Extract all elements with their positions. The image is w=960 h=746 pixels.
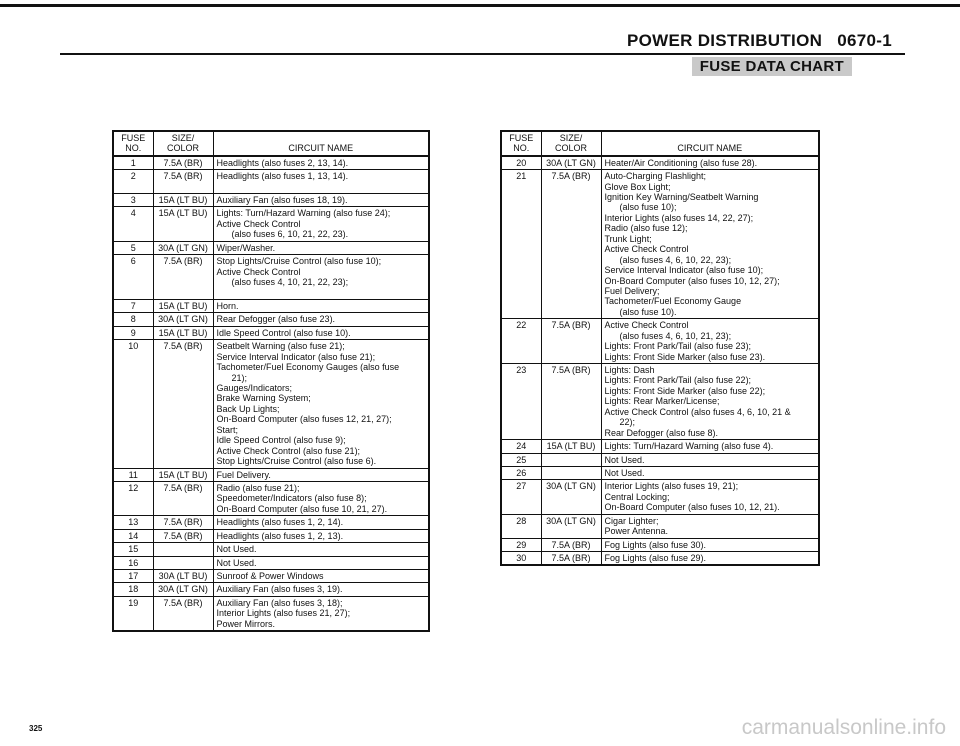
table-row bbox=[113, 207, 429, 241]
circuit-name: Wiper/Washer. bbox=[213, 241, 429, 254]
circuit-name: Idle Speed Control (also fuse 10). bbox=[213, 326, 429, 339]
fuse-number: 30 bbox=[501, 552, 541, 566]
table-row bbox=[113, 529, 429, 542]
table-row bbox=[113, 156, 429, 170]
fuse-size-color: 15A (LT BU) bbox=[153, 468, 213, 481]
table-row bbox=[113, 468, 429, 481]
fuse-size-color: 30A (LT GN) bbox=[153, 313, 213, 326]
fuse-number: 24 bbox=[501, 440, 541, 453]
fuse-size-color: 30A (LT BU) bbox=[153, 570, 213, 583]
fuse-number: 8 bbox=[113, 313, 153, 326]
fuse-number: 14 bbox=[113, 529, 153, 542]
fuse-size-color: 15A (LT BU) bbox=[153, 207, 213, 241]
column-header-fuse-no: FUSE NO. bbox=[113, 131, 153, 156]
fuse-number: 27 bbox=[501, 480, 541, 514]
circuit-name: Headlights (also fuses 1, 2, 13). bbox=[213, 529, 429, 542]
circuit-name: Seatbelt Warning (also fuse 21); Service Interval Indicator (also fuse 21); Tachometer/Fuel Economy Gauges (also fuse 21); Gauges/Indicators; Brake Warning System; Back Up Lights; On-Board Computer (also fuses 12, 21, 27); Start; Idle Speed Control (also fuse 9); Active Check Control (also fuse 21); Stop Lights/Cruise Control (also fuse 6). bbox=[213, 340, 429, 468]
table-header-row bbox=[113, 131, 429, 156]
table-row bbox=[113, 326, 429, 339]
circuit-name: Auxiliary Fan (also fuses 18, 19). bbox=[213, 194, 429, 207]
circuit-name: Radio (also fuse 21); Speedometer/Indicators (also fuse 8); On-Board Computer (also fuse 10, 21, 27). bbox=[213, 481, 429, 515]
table-row bbox=[501, 156, 819, 170]
fuse-size-color: 30A (LT GN) bbox=[541, 156, 601, 170]
fuse-number: 25 bbox=[501, 453, 541, 466]
fuse-table-body-right bbox=[501, 156, 819, 566]
fuse-number: 2 bbox=[113, 170, 153, 194]
fuse-number: 7 bbox=[113, 299, 153, 312]
circuit-name: Lights: Dash Lights: Front Park/Tail (also fuse 22); Lights: Front Side Marker (also fuse 22); Lights: Rear Marker/License; Active Check Control (also fuses 4, 6, 10, 21 & 22); Rear Defogger (also fuse 8). bbox=[601, 364, 819, 440]
table-row bbox=[113, 340, 429, 468]
fuse-number: 17 bbox=[113, 570, 153, 583]
circuit-name: Fuel Delivery. bbox=[213, 468, 429, 481]
table-row bbox=[113, 570, 429, 583]
circuit-name: Not Used. bbox=[213, 556, 429, 569]
fuse-size-color: 15A (LT BU) bbox=[153, 194, 213, 207]
fuse-number: 6 bbox=[113, 255, 153, 300]
table-row bbox=[113, 516, 429, 529]
fuse-table-right bbox=[500, 130, 820, 566]
column-header-circuit-name: CIRCUIT NAME bbox=[601, 131, 819, 156]
page-number: 325 bbox=[29, 724, 43, 733]
table-row bbox=[113, 170, 429, 194]
circuit-name: Headlights (also fuses 2, 13, 14). bbox=[213, 156, 429, 170]
column-header-circuit-name: CIRCUIT NAME bbox=[213, 131, 429, 156]
fuse-size-color bbox=[541, 453, 601, 466]
circuit-name: Stop Lights/Cruise Control (also fuse 10); Active Check Control (also fuses 4, 10, 21, 22, 23); bbox=[213, 255, 429, 300]
table-row bbox=[113, 299, 429, 312]
fuse-size-color: 30A (LT GN) bbox=[541, 514, 601, 538]
circuit-name: Not Used. bbox=[601, 466, 819, 479]
table-row bbox=[501, 170, 819, 319]
table-row bbox=[113, 255, 429, 300]
fuse-number: 21 bbox=[501, 170, 541, 319]
circuit-name: Interior Lights (also fuses 19, 21); Central Locking; On-Board Computer (also fuses 10, 12, 21). bbox=[601, 480, 819, 514]
fuse-size-color: 7.5A (BR) bbox=[541, 170, 601, 319]
table-row bbox=[501, 440, 819, 453]
fuse-number: 22 bbox=[501, 319, 541, 364]
table-row bbox=[501, 480, 819, 514]
fuse-size-color: 7.5A (BR) bbox=[153, 481, 213, 515]
table-row bbox=[501, 453, 819, 466]
circuit-name: Rear Defogger (also fuse 23). bbox=[213, 313, 429, 326]
fuse-size-color bbox=[153, 556, 213, 569]
fuse-size-color: 15A (LT BU) bbox=[153, 299, 213, 312]
table-row bbox=[501, 364, 819, 440]
fuse-size-color: 7.5A (BR) bbox=[153, 596, 213, 631]
fuse-number: 28 bbox=[501, 514, 541, 538]
table-row bbox=[501, 538, 819, 551]
watermark: carmanualsonline.info bbox=[741, 716, 946, 739]
circuit-name: Heater/Air Conditioning (also fuse 28). bbox=[601, 156, 819, 170]
column-header-size-color: SIZE/ COLOR bbox=[541, 131, 601, 156]
fuse-size-color: 7.5A (BR) bbox=[541, 538, 601, 551]
fuse-number: 19 bbox=[113, 596, 153, 631]
fuse-number: 5 bbox=[113, 241, 153, 254]
table-row bbox=[113, 194, 429, 207]
table-row bbox=[113, 481, 429, 515]
table-row bbox=[113, 596, 429, 631]
fuse-size-color: 7.5A (BR) bbox=[153, 516, 213, 529]
table-row bbox=[113, 543, 429, 556]
fuse-number: 20 bbox=[501, 156, 541, 170]
fuse-size-color: 7.5A (BR) bbox=[541, 364, 601, 440]
fuse-number: 3 bbox=[113, 194, 153, 207]
header-rule bbox=[60, 53, 905, 55]
table-row bbox=[501, 466, 819, 479]
section-title: FUSE DATA CHART bbox=[692, 57, 852, 76]
fuse-size-color: 7.5A (BR) bbox=[153, 156, 213, 170]
fuse-number: 13 bbox=[113, 516, 153, 529]
circuit-name: Active Check Control (also fuses 4, 6, 10, 21, 23); Lights: Front Park/Tail (also fuse 23); Lights: Front Side Marker (also fuse 23). bbox=[601, 319, 819, 364]
fuse-table-body-left bbox=[113, 156, 429, 632]
table-row bbox=[113, 313, 429, 326]
fuse-number: 23 bbox=[501, 364, 541, 440]
column-header-size-color: SIZE/ COLOR bbox=[153, 131, 213, 156]
fuse-size-color: 7.5A (BR) bbox=[541, 552, 601, 566]
fuse-number: 18 bbox=[113, 583, 153, 596]
fuse-size-color: 15A (LT BU) bbox=[153, 326, 213, 339]
circuit-name: Fog Lights (also fuse 30). bbox=[601, 538, 819, 551]
column-header-fuse-no: FUSE NO. bbox=[501, 131, 541, 156]
fuse-size-color: 30A (LT GN) bbox=[541, 480, 601, 514]
top-rule bbox=[0, 4, 960, 7]
circuit-name: Sunroof & Power Windows bbox=[213, 570, 429, 583]
page-title: POWER DISTRIBUTION 0670-1 bbox=[626, 31, 892, 50]
fuse-number: 10 bbox=[113, 340, 153, 468]
fuse-size-color: 30A (LT GN) bbox=[153, 241, 213, 254]
table-row bbox=[113, 241, 429, 254]
fuse-size-color bbox=[153, 543, 213, 556]
fuse-number: 12 bbox=[113, 481, 153, 515]
fuse-number: 29 bbox=[501, 538, 541, 551]
fuse-size-color: 7.5A (BR) bbox=[541, 319, 601, 364]
table-row bbox=[501, 319, 819, 364]
table-row bbox=[501, 514, 819, 538]
circuit-name: Auto-Charging Flashlight; Glove Box Light; Ignition Key Warning/Seatbelt Warning (also fuse 10); Interior Lights (also fuses 14, 22, 27); Radio (also fuse 12); Trunk Light; Active Check Control (also fuses 4, 6, 10, 22, 23); Service Interval Indicator (also fuse 10); On-Board Computer (also fuses 10, 12, 27); Fuel Delivery; Tachometer/Fuel Economy Gauge (also fuse 10). bbox=[601, 170, 819, 319]
fuse-number: 9 bbox=[113, 326, 153, 339]
fuse-number: 11 bbox=[113, 468, 153, 481]
circuit-name: Not Used. bbox=[601, 453, 819, 466]
fuse-table-left bbox=[112, 130, 430, 632]
fuse-number: 1 bbox=[113, 156, 153, 170]
circuit-name: Headlights (also fuses 1, 13, 14). bbox=[213, 170, 429, 194]
fuse-size-color bbox=[541, 466, 601, 479]
fuse-number: 15 bbox=[113, 543, 153, 556]
fuse-size-color: 7.5A (BR) bbox=[153, 170, 213, 194]
table-header-row bbox=[501, 131, 819, 156]
circuit-name: Not Used. bbox=[213, 543, 429, 556]
circuit-name: Lights: Turn/Hazard Warning (also fuse 4). bbox=[601, 440, 819, 453]
circuit-name: Fog Lights (also fuse 29). bbox=[601, 552, 819, 566]
fuse-size-color: 30A (LT GN) bbox=[153, 583, 213, 596]
fuse-size-color: 7.5A (BR) bbox=[153, 255, 213, 300]
circuit-name: Auxiliary Fan (also fuses 3, 18); Interior Lights (also fuses 21, 27); Power Mirrors. bbox=[213, 596, 429, 631]
circuit-name: Horn. bbox=[213, 299, 429, 312]
table-row bbox=[113, 583, 429, 596]
table-row bbox=[113, 556, 429, 569]
fuse-number: 16 bbox=[113, 556, 153, 569]
table-row bbox=[501, 552, 819, 566]
fuse-size-color: 7.5A (BR) bbox=[153, 529, 213, 542]
circuit-name: Headlights (also fuses 1, 2, 14). bbox=[213, 516, 429, 529]
fuse-number: 26 bbox=[501, 466, 541, 479]
circuit-name: Cigar Lighter; Power Antenna. bbox=[601, 514, 819, 538]
circuit-name: Lights: Turn/Hazard Warning (also fuse 24); Active Check Control (also fuses 6, 10, 21, 22, 23). bbox=[213, 207, 429, 241]
circuit-name: Auxiliary Fan (also fuses 3, 19). bbox=[213, 583, 429, 596]
fuse-size-color: 7.5A (BR) bbox=[153, 340, 213, 468]
fuse-size-color: 15A (LT BU) bbox=[541, 440, 601, 453]
fuse-number: 4 bbox=[113, 207, 153, 241]
